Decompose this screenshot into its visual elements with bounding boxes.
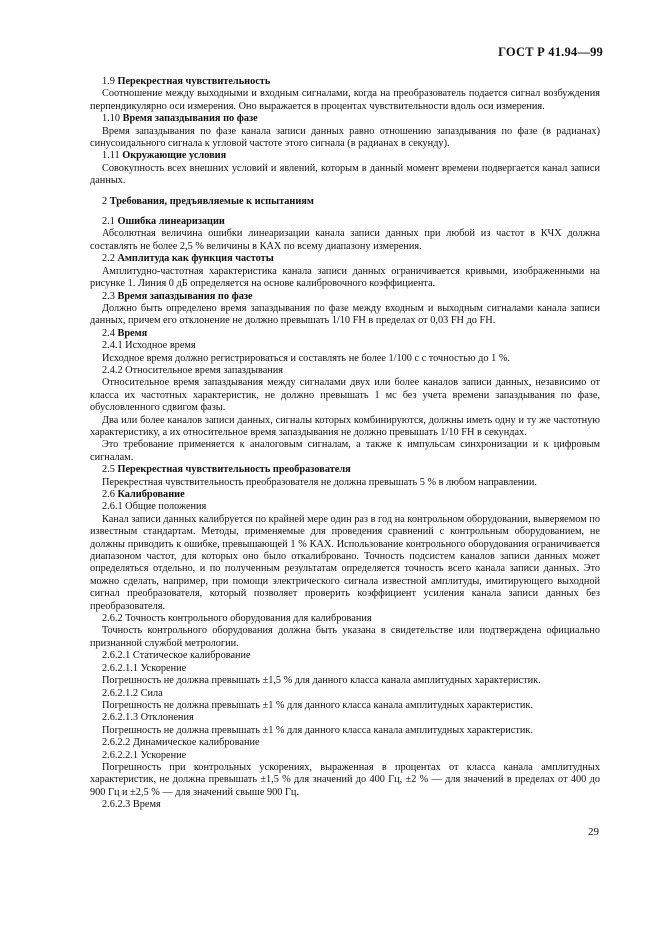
section-title: Отклонения [140,712,194,724]
standard-designation: ГОСТ Р 41.94—99 [498,45,603,59]
subsection-heading [90,688,600,700]
paragraph: Амплитудно-частотная характеристика канала записи данных ограничивается кривыми, изображенными на рисунке 1. Линия 0 дБ определяется на основе калибровочного коэффициента. [90,265,600,290]
section-number: 2.6.2.2 [102,737,133,749]
subsection-heading [90,750,600,762]
subsection-heading [90,501,600,513]
section-title: Ускорение [140,749,187,761]
section-title: Время запаздывания по фазе [122,113,258,125]
section-title: Относительное время запаздывания [125,364,284,376]
section-heading [90,196,600,208]
subsection-heading [90,650,600,662]
section-number: 1.10 [102,113,123,125]
section-number: 2.4 [102,327,118,339]
section-number: 2.6.2.3 [102,799,133,811]
section-title: Перекрестная чувствительность [117,76,271,87]
section-title: Требования, предъявляемые к испытаниям [109,195,314,207]
section-title: Амплитуда как функция частоты [117,253,274,265]
section-title: Время [132,799,161,811]
paragraph: Погрешность при контрольных ускорениях, выраженная в процентах от класса канала амплитудных характеристик, не должна превышать ±1,5 % для значений до 400 Гц, ±2 % — для значений в пределах от 400 до 900 Гц и ±2,5 % — для значений свыше 900 Гц. [90,761,600,798]
paragraph: Абсолютная величина ошибки линеаризации канала записи данных при любой из частот в КЧХ должна составлять не более 2,5 % величины в КАХ по всему диапазону измерения. [90,228,600,252]
section-number: 2 [102,195,110,207]
paragraph: Соотношение между выходными и входным сигналами, когда на преобразователь подается сигнал возбуждения перпендикулярно оси измерения. Оно выражается в процентах чувствительности вдоль оси измерения. [90,88,600,112]
subsection-heading [90,712,600,724]
paragraph: Это требование применяется к аналоговым сигналам, а также к импульсам синхронизации и к цифровым сигналам. [90,439,600,463]
section-title: Время запаздывания по фазе [117,290,253,302]
paragraph: Исходное время должно регистрироваться и составлять не более 1/100 с с точностью до 1 %. [102,352,510,364]
section-number: 2.6 [102,489,118,500]
paragraph: Совокупность всех внешних условий и явлений, которым в данный момент времени подвергается канал записи данных. [90,162,600,187]
paragraph: Относительное время запаздывания между сигналами двух или более каналов записи данных, независимо от класса их частотных характеристик, не должно превышать 1 мс без учета времени запаздывания по фазе, обусловленного сдвигом фазы. [90,377,600,414]
paragraph: Перекрестная чувствительность преобразователя не должна превышать 5 % в любом направлении. [102,476,537,488]
section-heading [90,113,600,125]
subsection-heading [90,663,600,675]
section-heading [90,150,600,162]
section-number: 2.6.1 [102,501,126,513]
section-heading [90,253,600,265]
section-number: 2.6.2.1.3 [102,712,141,724]
section-number: 2.2 [102,253,118,265]
paragraph: Погрешность не должна превышать ±1 % для данного класса канала амплитудных характеристик. [102,724,533,736]
section-title: Ошибка линеаризации [117,216,225,228]
section-title: Динамическое калибрование [132,737,260,749]
section-number: 2.6.2.1.1 [102,662,141,674]
section-title: Сила [140,687,163,699]
section-number: 2.5 [102,464,118,476]
paragraph: Канал записи данных калибруется по крайней мере один раз в год на контрольном оборудовании, выверяемом по известным стандартам. Методы, применяемые для проведения сравнений с контрольным оборудованием, не должны приводить к ошибке, превышающей 1 % КАХ. Использование контрольного оборудования ограничивается диапазоном частот, для которых оно было откалибровано. Точность подсистем каналов записи данных может определяться отдельно, и по полученным результатам определяется точность всего канала записи данных. Это можно сделать, например, при помощи электрического сигнала известной амплитуды, имитирующего выходной сигнал преобразователя, который позволяет проверить коэффициент усиления канала записи данных без преобразователя. [90,513,600,612]
section-title: Точность контрольного оборудования для калибрования [125,613,372,625]
section-title: Калибрование [117,489,185,500]
subsection-heading [90,613,600,625]
paragraph: Погрешность не должна превышать ±1 % для данного класса канала амплитудных характеристик. [102,699,533,711]
paragraph: Точность контрольного оборудования должна быть указана в свидетельстве или подтверждена официально признанной службой метрологии. [90,625,600,649]
section-heading [90,464,600,476]
paragraph: Погрешность не должна превышать ±1,5 % для данного класса канала амплитудных характеристик. [102,675,541,687]
page-number: 29 [588,826,599,838]
subsection-heading [90,340,600,352]
section-number: 2.6.2 [102,613,126,625]
subsection-heading [90,799,600,811]
section-number: 1.11 [102,150,123,162]
section-title: Исходное время [125,340,196,352]
section-title: Ускорение [140,662,187,674]
subsection-heading [90,737,600,749]
section-number: 1.9 [102,76,118,87]
section-number: 2.1 [102,216,118,228]
section-heading [90,489,600,501]
section-number: 2.3 [102,290,118,302]
subsection-heading [90,365,600,377]
section-number: 2.6.2.1.2 [102,687,141,699]
section-heading [90,291,600,303]
section-heading [90,76,600,88]
section-heading [90,328,600,340]
section-title: Общие положения [125,501,207,513]
section-number: 2.4.2 [102,364,126,376]
section-title: Окружающие условия [122,150,227,162]
section-title: Время [117,327,148,339]
section-number: 2.6.2.2.1 [102,749,141,761]
paragraph: Должно быть определено время запаздывания по фазе между входным и выходным сигналами канала записи данных, причем его отклонение не должно превышать 1/10 FH в пределах от 0,03 FH до FH. [90,302,600,327]
paragraph: Два или более каналов записи данных, сигналы которых комбинируются, должны иметь одну и ту же частотную характеристику, а их относительное время запаздывания не должно превышать 1/10 FH в секундах. [90,414,600,438]
section-title: Статическое калибрование [132,650,251,662]
paragraph: Время запаздывания по фазе канала записи данных равно отношению запаздывания по фазе (в радианах) синусоидального сигнала к угловой частоте этого сигнала (в радианах в секунду). [90,125,600,150]
document-body [90,76,600,812]
section-heading [90,216,600,228]
section-title: Перекрестная чувствительность преобразователя [117,464,351,476]
section-number: 2.6.2.1 [102,650,133,662]
section-number: 2.4.1 [102,340,126,352]
